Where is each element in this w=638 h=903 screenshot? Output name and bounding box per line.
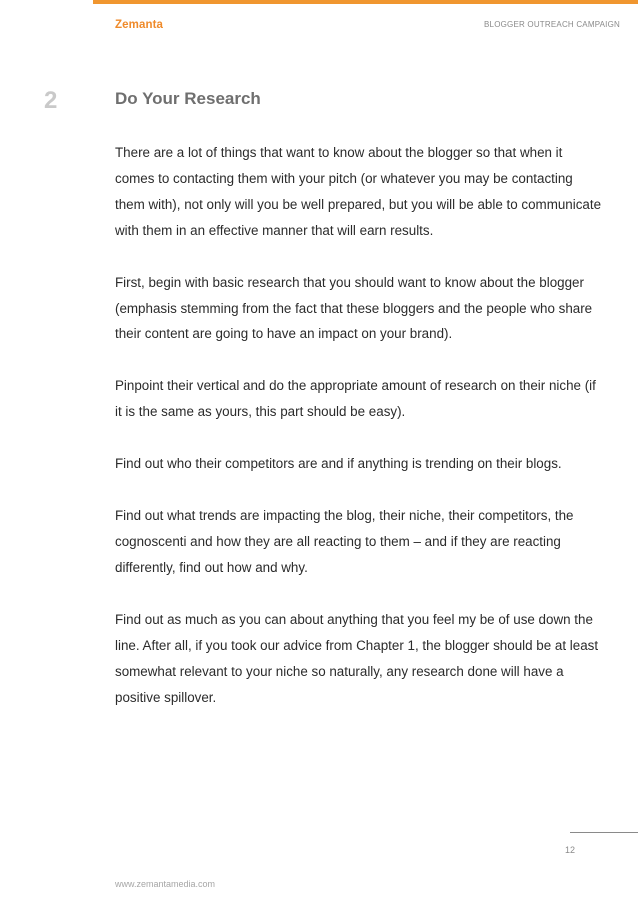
paragraph: There are a lot of things that want to know about the blogger so that when it comes to contacting them with your pitch (or whatever you may be contacting them with), not only will you be well prepared, but you will be able to communicate with them in an effective manner that will earn results.	[115, 145, 602, 238]
section-title: Do Your Research	[115, 89, 261, 108]
body-text	[115, 140, 605, 736]
footer-url: www.zemantamedia.com	[115, 879, 216, 889]
paragraph: First, begin with basic research that you should want to know about the blogger (emphasis stemming from the fact that these bloggers and the people who share their content are going to have an impact on your brand).	[115, 274, 593, 342]
brand-logo: Zemanta	[115, 19, 163, 31]
paragraph: Find out what trends are impacting the blog, their niche, their competitors, the cognoscenti and how they are all reacting to them – and if they are reacting differently, find out how and why.	[115, 508, 574, 575]
footer-divider	[570, 832, 638, 833]
paragraph: Find out who their competitors are and if anything is trending on their blogs.	[115, 456, 562, 472]
paragraph: Find out as much as you can about anything that you feel my be of use down the line. After all, if you took our advice from Chapter 1, the blogger should be at least somewhat relevant to your niche so naturally, any research done will have a positive spillover.	[115, 611, 599, 705]
chapter-number: 2	[44, 87, 58, 114]
header-accent-bar	[93, 0, 638, 4]
page-number: 12	[565, 845, 576, 855]
paragraph: Pinpoint their vertical and do the appropriate amount of research on their niche (if it is the same as yours, this part should be easy).	[115, 378, 596, 420]
document-header-title: BLOGGER OUTREACH CAMPAIGN	[484, 20, 620, 29]
